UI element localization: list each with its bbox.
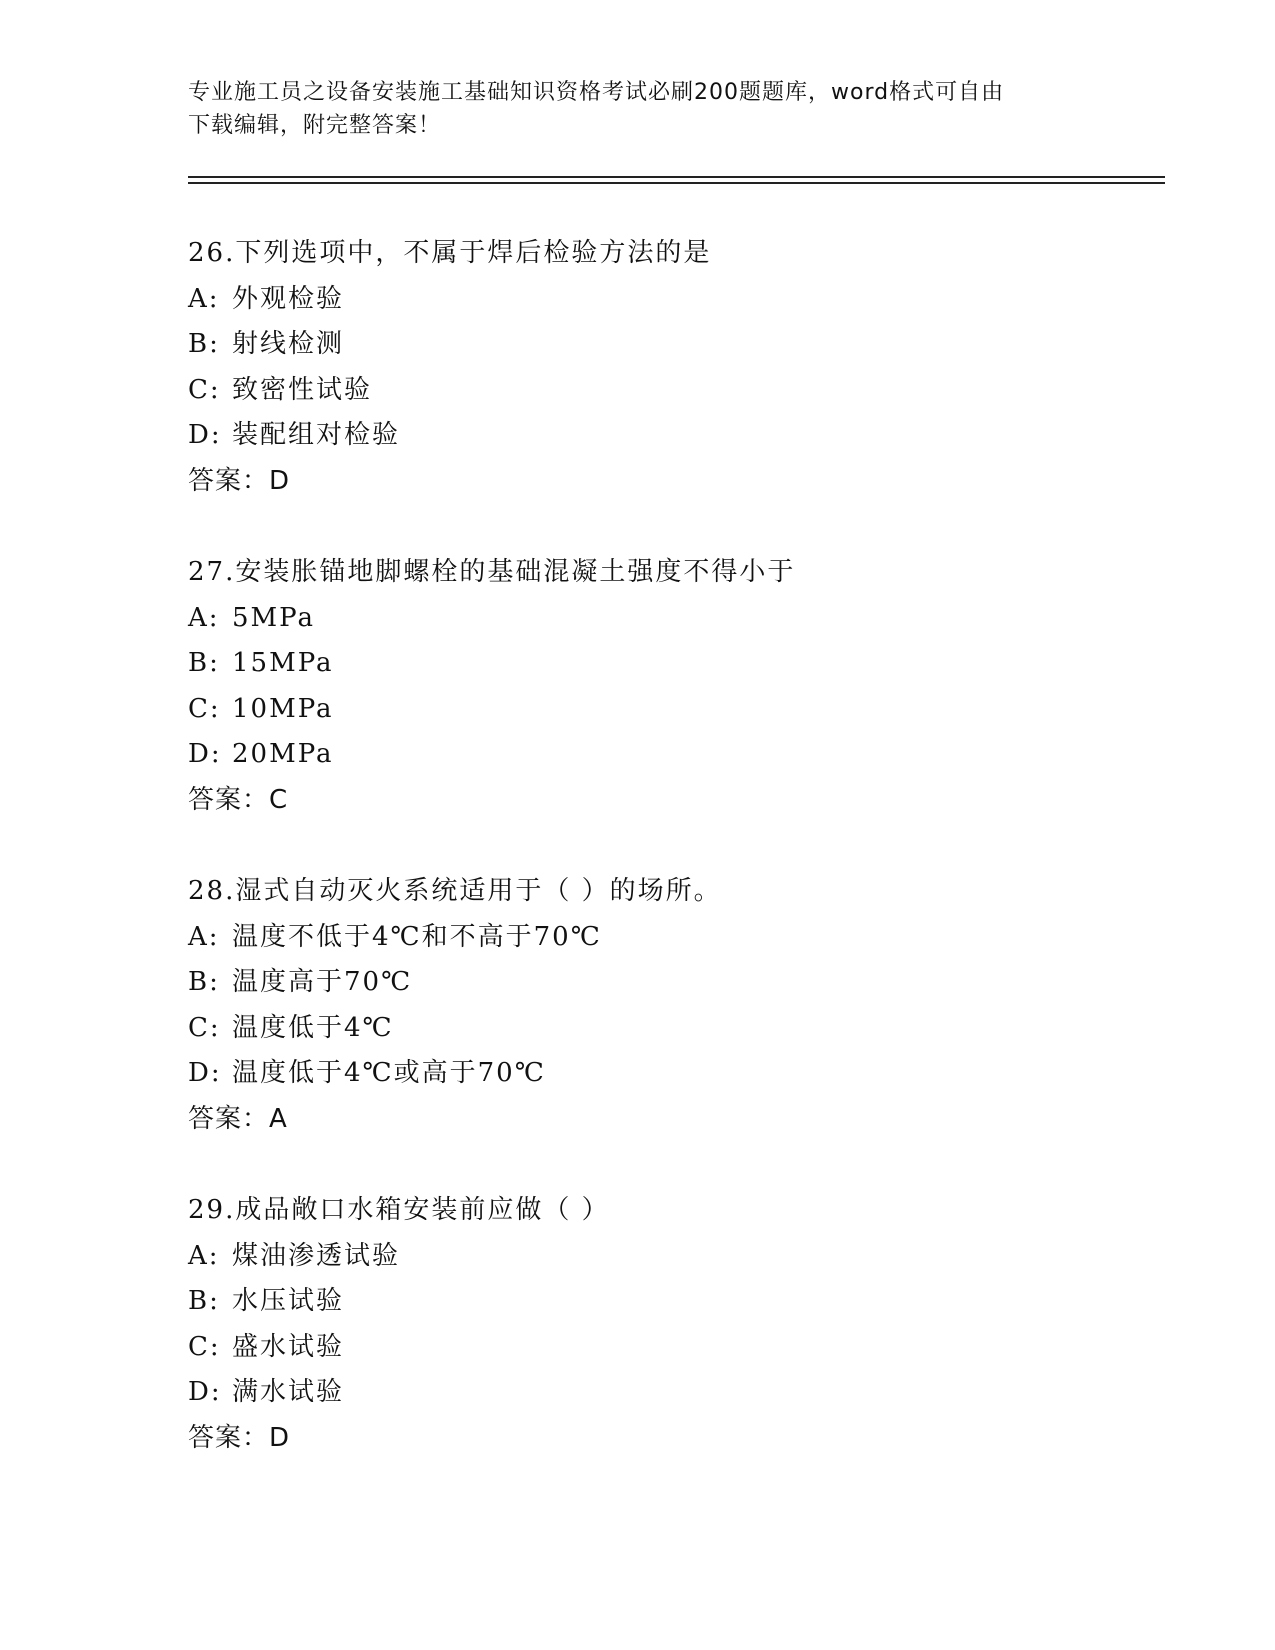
option-label: A: [188,921,220,952]
option-d [188,413,1148,459]
option-label: C: [188,693,221,724]
option-b [188,1279,1148,1325]
question-block [188,550,1148,823]
question-title: 27.安装胀锚地脚螺栓的基础混凝土强度不得小于 [188,557,796,587]
option-a [188,277,1148,323]
option-text: 盛水试验 [232,1331,345,1362]
option-text: 15MPa [232,648,334,678]
option-label: B: [188,329,220,359]
option-text: 20MPa [232,739,334,769]
option-text: 5MPa [232,602,315,633]
option-c [188,1325,1148,1371]
option-label: D: [188,1058,222,1088]
option-label: C: [188,374,221,405]
option-text: 温度高于70℃ [232,967,413,997]
option-text: 装配组对检验 [232,420,401,450]
option-a [188,1234,1148,1280]
question-title: 29.成品敞口水箱安装前应做（ ） [188,1195,610,1225]
document-header [188,76,1088,142]
option-text: 温度不低于4℃和不高于70℃ [232,921,602,952]
option-text: 水压试验 [232,1286,345,1316]
option-text: 煤油渗透试验 [232,1240,401,1271]
answer-line: 答案：C [188,784,289,815]
option-label: A: [188,602,220,633]
option-text: 外观检验 [232,283,345,314]
option-label: D: [188,1377,222,1407]
option-text: 温度低于4℃或高于70℃ [232,1058,546,1088]
header-line-1: 专业施工员之设备安装施工基础知识资格考试必刷200题题库，word格式可自由 [188,80,1005,105]
option-c [188,368,1148,414]
question-block [188,869,1148,1142]
header-line-2: 下载编辑，附完整答案！ [188,113,442,138]
question-block [188,231,1148,504]
option-text: 10MPa [232,693,334,724]
option-label: A: [188,283,220,314]
question-title: 26.下列选项中，不属于焊后检验方法的是 [188,238,712,268]
option-b [188,641,1148,687]
option-d [188,1370,1148,1416]
option-label: D: [188,420,222,450]
option-label: D: [188,739,222,769]
option-text: 满水试验 [232,1377,345,1407]
option-c [188,687,1148,733]
option-label: C: [188,1012,221,1043]
option-label: C: [188,1331,221,1362]
answer-line: 答案：D [188,465,291,496]
option-text: 射线检测 [232,329,345,359]
question-title: 28.湿式自动灭火系统适用于（ ）的场所。 [188,876,722,906]
option-d [188,1051,1148,1097]
option-text: 致密性试验 [232,374,373,405]
option-label: B: [188,648,220,678]
option-a [188,596,1148,642]
option-text: 温度低于4℃ [232,1012,394,1043]
option-c [188,1006,1148,1052]
option-b [188,960,1148,1006]
option-b [188,322,1148,368]
option-d [188,732,1148,778]
option-a [188,915,1148,961]
header-divider-top [188,176,1165,178]
option-label: A: [188,1240,220,1271]
option-label: B: [188,967,220,997]
question-block [188,1188,1148,1461]
answer-line: 答案：A [188,1103,288,1134]
header-divider-bottom [188,182,1165,184]
option-label: B: [188,1286,220,1316]
answer-line: 答案：D [188,1422,291,1453]
